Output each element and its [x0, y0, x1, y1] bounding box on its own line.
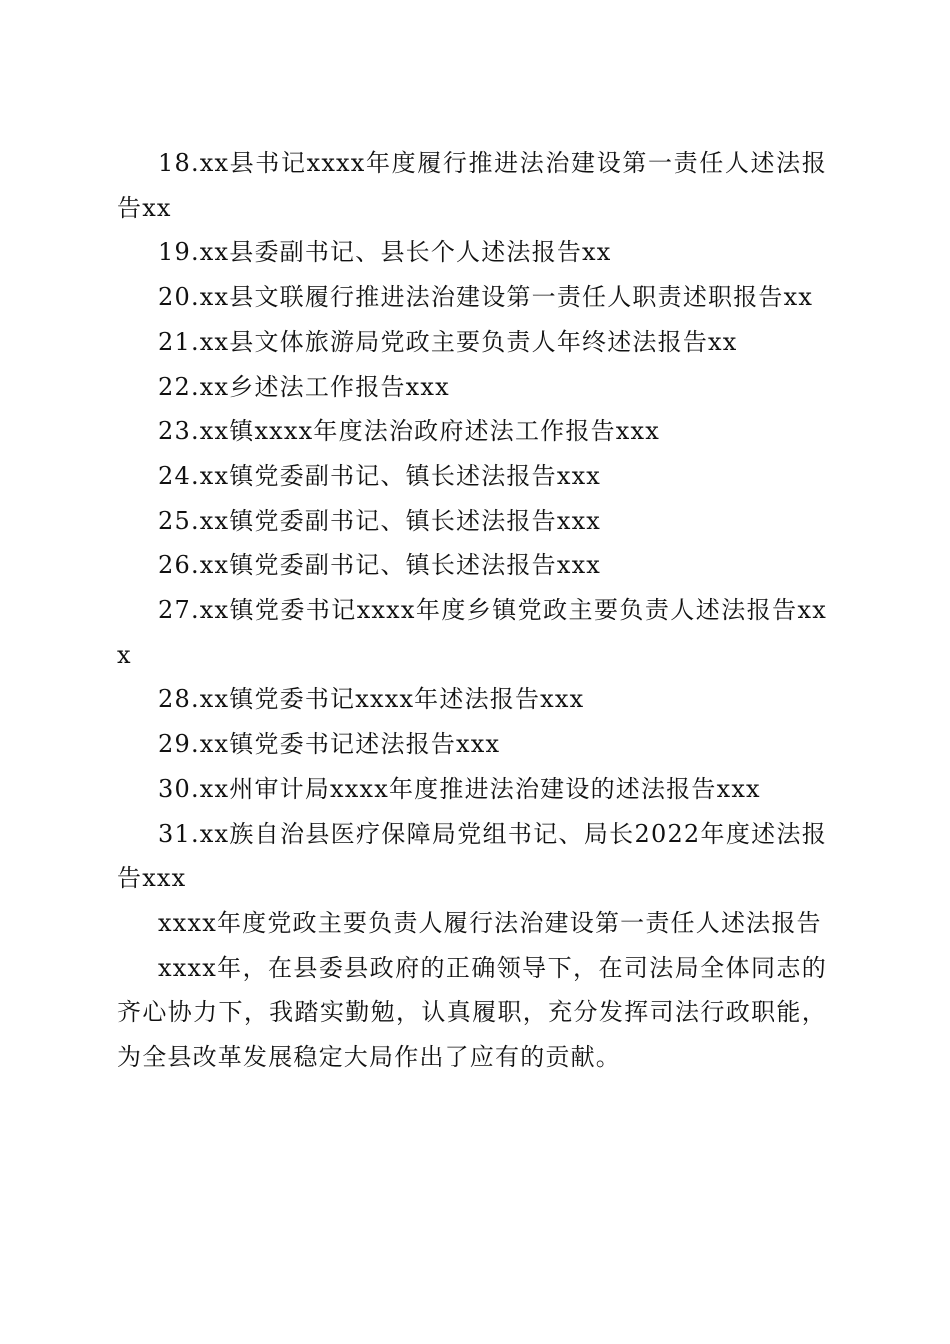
list-item: 30.xx州审计局xxxx年度推进法治建设的述法报告xxx: [158, 774, 761, 803]
list-item: 31.xx族自治县医疗保障局党组书记、局长2022年度述法报告xxx: [117, 819, 827, 893]
document-body: [117, 141, 827, 1080]
list-item: 20.xx县文联履行推进法治建设第一责任人职责述职报告xx: [158, 283, 814, 312]
list-item: 25.xx镇党委副书记、镇长述法报告xxx: [158, 506, 602, 535]
list-item: 24.xx镇党委副书记、镇长述法报告xxx: [158, 461, 602, 490]
list-item: 28.xx镇党委书记xxxx年述法报告xxx: [158, 685, 585, 714]
list-item: 23.xx镇xxxx年度法治政府述法工作报告xxx: [158, 417, 660, 446]
list-item: 19.xx县委副书记、县长个人述法报告xx: [158, 238, 612, 267]
list-item: 29.xx镇党委书记述法报告xxx: [158, 730, 501, 759]
list-item: 22.xx乡述法工作报告xxx: [158, 372, 450, 401]
list-item: 21.xx县文体旅游局党政主要负责人年终述法报告xx: [158, 327, 738, 356]
body-paragraph: xxxx年，在县委县政府的正确领导下，在司法局全体同志的齐心协力下，我踏实勤勉，认真履职，充分发挥司法行政职能，为全县改革发展稳定大局作出了应有的贡献。: [117, 953, 827, 1072]
section-title: xxxx年度党政主要负责人履行法治建设第一责任人述法报告: [158, 908, 822, 937]
list-item: 18.xx县书记xxxx年度履行推进法治建设第一责任人述法报告xx: [117, 149, 827, 222]
list-item: 26.xx镇党委副书记、镇长述法报告xxx: [158, 551, 602, 580]
list-item: 27.xx镇党委书记xxxx年度乡镇党政主要负责人述法报告xxx: [117, 596, 827, 669]
